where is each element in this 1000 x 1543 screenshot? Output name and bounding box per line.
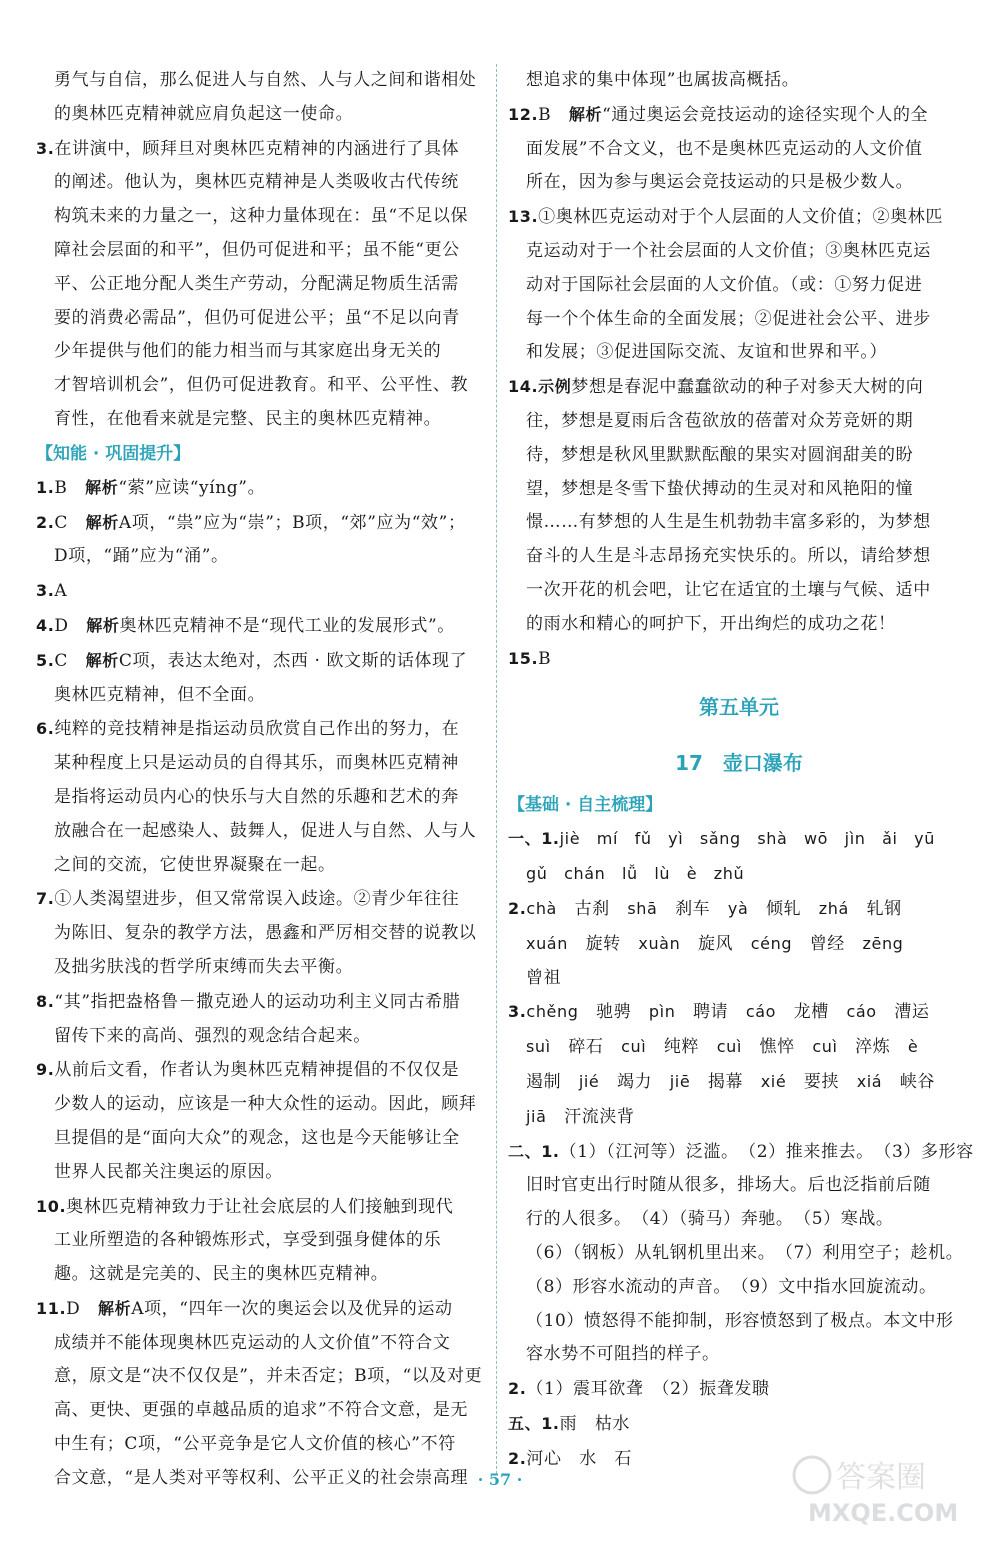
text-line <box>508 133 970 167</box>
text-span: C <box>54 650 86 671</box>
text-line <box>36 574 498 609</box>
text-line <box>36 335 498 369</box>
item-number: 13. <box>508 207 539 227</box>
text-span: 揭幕 <box>690 1071 761 1092</box>
text-line <box>36 1394 498 1428</box>
text-span: （8）形容水流动的声音。 （9）文中指水回旋流动。 <box>526 1276 937 1297</box>
text-span: A <box>54 581 68 602</box>
text-span: 每一个个体生命的全面发展；②促进社会公平、进步 <box>526 308 931 329</box>
item-number: 2. <box>508 1448 527 1468</box>
text-span: 意，原文是“决不仅仅是”，并未否定；B项，“以及对更 <box>54 1366 483 1387</box>
text-span: “其”指把盎格鲁－撒克逊人的运动功利主义同古希腊 <box>54 991 461 1012</box>
text-span: 少数人的运动，应该是一种大众性的运动。因此，顾拜 <box>54 1094 477 1115</box>
item-number: 10. <box>36 1196 67 1216</box>
text-line <box>36 200 498 234</box>
text-span: 动对于国际社会层面的人文价值。（或：①努力促进 <box>526 274 923 295</box>
text-line <box>508 1135 974 1170</box>
text-line <box>508 166 970 200</box>
right-column <box>508 64 974 1476</box>
text-span: 所在，因为参与奥运会竞技运动的只是极少数人。 <box>526 172 914 193</box>
text-span: 合文意，“是人类对平等权利、公平正义的社会崇高理 <box>54 1467 469 1488</box>
text-line <box>508 857 970 892</box>
text-span: 从前后文看，作者认为奥林匹克精神提倡的不仅仅是 <box>54 1060 460 1081</box>
text-line <box>508 1407 970 1442</box>
item-number: 12. <box>508 104 539 124</box>
item-number: 14. <box>508 377 539 397</box>
text-span: 龙槽 <box>776 1002 847 1023</box>
text-span: 奥林匹克精神不是“现代工业的发展形式”。 <box>119 615 455 636</box>
text-line <box>508 439 970 473</box>
item-number: 6. <box>36 719 55 739</box>
text-span: 才智培训机会”，但仍可促进教育。和平、公平性、教 <box>54 375 469 396</box>
item-number: 7. <box>36 889 55 909</box>
pinyin: xié <box>760 1071 787 1091</box>
text-span: 世界人民都关注奥运的原因。 <box>54 1161 283 1182</box>
text-span: 竭力 <box>599 1071 670 1092</box>
text-span: 往，梦想是夏雨后含苞欲放的蓓蕾对众芳竞妍的期 <box>526 410 914 431</box>
text-span: 在讲演中，顾拜旦对奥林匹克精神的内涵进行了具体 <box>54 138 460 159</box>
text-span: 待，梦想是秋风里默默酝酿的果实对圆润甜美的盼 <box>526 444 914 465</box>
text-span: 【基础 · 自主梳理】 <box>508 795 663 816</box>
left-column <box>36 64 498 1496</box>
text-line <box>508 642 970 677</box>
text-line <box>36 166 498 200</box>
text-span: 的奥林匹克精神就应肩负起这一使命。 <box>54 103 354 124</box>
text-line <box>508 98 970 133</box>
text-line <box>508 927 970 962</box>
text-line <box>508 370 970 405</box>
text-span: 【知能 · 巩固提升】 <box>36 443 191 464</box>
text-span: 倾轧 <box>748 898 819 919</box>
text-line <box>36 1190 498 1225</box>
pinyin: chěng <box>526 1002 579 1022</box>
text-line <box>36 644 498 679</box>
section-heading <box>508 788 970 822</box>
text-span: 奥林匹克精神，但不全面。 <box>54 684 266 705</box>
text-span: 想追求的集中体现”也属拔高概括。 <box>526 70 800 90</box>
text-span: 纯粹 <box>646 1037 717 1058</box>
text-span: ①奥林匹克运动对于个人层面的人文价值；②奥林匹 <box>538 207 943 228</box>
text-span: A项，“祟”应为“崇”；B项，“郊”应为“效”； <box>118 512 466 533</box>
text-span: A项，“四年一次的奥运会以及优异的运动 <box>131 1298 453 1319</box>
text-span: 17 壶口瀑布 <box>675 751 803 776</box>
text-span: 望，梦想是冬雪下蛰伏搏动的生灵对和风艳阳的憧 <box>526 478 914 499</box>
item-number: 3. <box>36 138 55 158</box>
keyword-label: 解析 <box>98 1298 132 1318</box>
text-line <box>508 995 970 1030</box>
text-line <box>36 64 498 98</box>
text-span: 憔悴 <box>741 1037 813 1058</box>
item-number: 1. <box>36 477 55 497</box>
text-line <box>36 506 498 541</box>
pinyin: zhá <box>818 898 849 918</box>
text-span: ①人类渴望进步，但又常常误入歧途。②青少年往往 <box>54 889 460 910</box>
text-span: 为陈旧、复杂的教学方法，愚鑫和严厉相交替的说教以 <box>54 923 477 944</box>
text-line <box>36 1053 498 1088</box>
pinyin: gǔ chán lǚ lù è zhǔ <box>526 864 745 884</box>
text-line <box>36 1156 498 1190</box>
text-line <box>508 200 970 235</box>
text-line <box>508 1305 970 1339</box>
svg-text:MXQE.COM: MXQE.COM <box>808 1499 959 1527</box>
text-line <box>36 882 498 917</box>
text-span: 河心 水 石 <box>526 1448 633 1469</box>
text-span: D项，“踊”应为“涌”。 <box>54 546 229 567</box>
text-span: 放融合在一起感染人、鼓舞人，促进人与自然、人与人 <box>54 820 477 841</box>
text-span: （1）（江河等）泛滥。 （2）推来推去。 （3）多形容 <box>559 1141 974 1162</box>
item-number: 2. <box>508 898 527 918</box>
text-line <box>508 1030 970 1065</box>
text-line <box>508 1237 970 1271</box>
text-span: 第五单元 <box>699 695 779 720</box>
item-number: 3. <box>508 1002 527 1022</box>
svg-text:答案圈: 答案圈 <box>836 1460 926 1495</box>
item-number: 9. <box>36 1060 55 1080</box>
pinyin: jiè mí fǔ yì sǎng shà wō jìn ǎi yū <box>559 829 935 849</box>
text-line <box>36 712 498 747</box>
item-number: 五、1. <box>508 1413 560 1433</box>
text-span: B <box>54 477 86 498</box>
text-line <box>508 822 970 857</box>
pinyin: suì <box>526 1037 551 1057</box>
keyword-label: 解析 <box>85 477 119 497</box>
text-line <box>36 747 498 781</box>
text-line <box>508 1100 970 1135</box>
item-number: 5. <box>36 650 55 670</box>
text-line <box>508 1338 970 1372</box>
text-span: 容水势不可阻挡的样子。 <box>526 1344 720 1365</box>
text-span: 旋风 <box>680 933 751 954</box>
item-number: 3. <box>36 581 55 601</box>
text-span: 克运动对于一个社会层面的人文价值；③奥林匹克运 <box>526 240 931 261</box>
page-number: · 57 · <box>477 1470 523 1489</box>
text-span: （10）愤怒得不能抑制，形容愤怒到了极点。本文中形 <box>526 1310 954 1331</box>
item-number: 二、1. <box>508 1141 560 1161</box>
text-line <box>508 336 970 370</box>
text-span: 要挟 <box>786 1071 857 1092</box>
text-span: D <box>66 1298 98 1319</box>
pinyin: yà <box>727 898 749 918</box>
text-span: 障社会层面的和平”，但仍可促进和平；虽不能“更公 <box>54 239 460 260</box>
text-span: 汗流浃背 <box>546 1106 635 1127</box>
text-line <box>508 1372 970 1407</box>
text-line <box>36 302 498 336</box>
text-line <box>508 506 970 540</box>
text-span: 的阐述。他认为，奥林匹克精神是人类吸收古代传统 <box>54 172 459 193</box>
text-line <box>508 540 970 574</box>
text-span: 奋斗的人生是斗志昂扬充实快乐的。所以，请给梦想 <box>526 546 931 567</box>
pinyin: cuì <box>812 1037 838 1057</box>
item-number: 一、1. <box>508 829 560 849</box>
text-span: 憬……有梦想的人生是生机勃勃丰富多彩的，为梦想 <box>526 512 931 533</box>
keyword-label: 解析 <box>86 615 120 635</box>
text-line <box>508 64 970 98</box>
keyword-label: 解析 <box>85 650 119 670</box>
text-line <box>36 1088 498 1122</box>
text-span: 要的消费必需品”，但仍可促进公平；虽“不足以向青 <box>54 307 460 328</box>
text-span: （1）震耳欲聋 （2）振聋发聩 <box>526 1379 770 1400</box>
text-span: 遏制 <box>526 1071 579 1092</box>
text-span: 奥林匹克精神致力于让社会底层的人们接触到现代 <box>66 1196 454 1217</box>
text-span: 旦提倡的是“面向大众”的观念，这也是今天能够让全 <box>54 1127 460 1148</box>
text-span: 趣。这就是完美的、民主的奥林匹克精神。 <box>54 1264 389 1285</box>
pinyin: chà <box>526 898 557 918</box>
text-line <box>36 98 498 132</box>
text-span: 勇气与自信，那么促进人与自然、人与人之间和谐相处 <box>54 70 477 90</box>
text-span: 聘请 <box>675 1002 746 1023</box>
item-number: 8. <box>36 991 55 1011</box>
pinyin: pìn <box>648 1002 676 1022</box>
section-heading <box>36 437 498 471</box>
text-line <box>36 1428 498 1462</box>
text-line <box>508 235 970 269</box>
text-span: 平、公正地分配人类生产劳动，分配满足物质生活需 <box>54 273 459 294</box>
text-line <box>36 781 498 815</box>
text-line <box>508 608 970 642</box>
text-span: 及拙劣肤浅的哲学所束缚而失去平衡。 <box>54 956 354 977</box>
pinyin: cuì <box>621 1037 647 1057</box>
text-line <box>36 951 498 985</box>
text-line <box>36 268 498 302</box>
text-span: 留传下来的高尚、强烈的观念结合起来。 <box>54 1025 371 1046</box>
pinyin: cáo <box>846 1002 877 1022</box>
item-number: 11. <box>36 1298 67 1318</box>
pinyin: zēng <box>862 933 904 953</box>
pinyin: cuì <box>716 1037 742 1057</box>
text-line <box>36 234 498 268</box>
text-line <box>36 917 498 951</box>
item-number: 15. <box>508 648 539 668</box>
text-span: 轧钢 <box>848 898 902 919</box>
text-line <box>36 1224 498 1258</box>
text-span: C项，表达太绝对，杰西 · 欧文斯的话体现了 <box>118 650 468 671</box>
pinyin: shā <box>627 898 658 918</box>
text-line <box>36 815 498 849</box>
text-line <box>36 1360 498 1394</box>
text-line <box>508 303 970 337</box>
text-span: 某种程度上只是运动员的自得其乐，而奥林匹克精神 <box>54 753 459 774</box>
text-span: 行的人很多。 （4）（骑马）奔驰。 （5）寒战。 <box>526 1209 894 1230</box>
text-line <box>36 132 498 167</box>
unit-title <box>508 676 970 738</box>
text-span: 碎石 <box>550 1037 622 1058</box>
text-span: 少年提供与他们的能力相当而与其家庭出身无关的 <box>54 341 442 362</box>
text-span: 成绩并不能体现奥林匹克运动的人文价值”不符合文 <box>54 1332 451 1353</box>
keyword-label: 解析 <box>85 512 119 532</box>
item-number: 4. <box>36 615 55 635</box>
text-span: D <box>54 615 87 636</box>
text-span: B <box>538 104 569 125</box>
text-line <box>508 405 970 439</box>
text-span: 面发展”不合文义，也不是奥林匹克运动的人文价值 <box>526 138 923 159</box>
text-line <box>508 1065 970 1100</box>
pinyin: è <box>907 1037 919 1057</box>
text-line <box>508 269 970 303</box>
text-line <box>508 1271 970 1305</box>
text-span: C <box>54 512 86 533</box>
pinyin: jiā <box>526 1106 547 1126</box>
text-span: 和发展；③促进国际交流、友谊和世界和平。） <box>526 342 888 363</box>
text-line <box>36 849 498 883</box>
text-span: 曾祖 <box>526 967 562 988</box>
text-span: 纯粹的竞技精神是指运动员欣赏自己作出的努力，在 <box>54 719 460 740</box>
text-line <box>508 574 970 608</box>
item-number: 2. <box>36 512 55 532</box>
text-line <box>36 1327 498 1361</box>
pinyin: xuán <box>526 933 568 953</box>
text-span: 构筑未来的力量之一，这种力量体现在：虽“不足以保 <box>54 206 469 227</box>
text-span: 高、更快、更强的卓越品质的追求”不符合文意，是无 <box>54 1400 469 1421</box>
text-line <box>36 1258 498 1292</box>
text-line <box>36 1122 498 1156</box>
text-span: 梦想是春泥中蠢蠢欲动的种子对参天大树的向 <box>571 377 924 398</box>
text-span: 古刹 <box>556 898 628 919</box>
text-span: 一次开花的机会吧，让它在适宜的土壤与气候、适中 <box>526 579 931 600</box>
text-line <box>508 962 970 996</box>
pinyin: jiē <box>669 1071 691 1091</box>
pinyin: xuàn <box>638 933 681 953</box>
text-line <box>36 985 498 1020</box>
keyword-label: 解析 <box>568 104 603 124</box>
text-line <box>36 1292 498 1327</box>
text-line <box>508 892 970 927</box>
text-span: 峡谷 <box>882 1071 936 1092</box>
text-span: （6）（钢板）从轧钢机里出来。 （7）利用空子；趁机。 <box>526 1242 964 1263</box>
text-span: 曾经 <box>792 933 863 954</box>
text-span: 中生有；C项，“公平竞争是它人文价值的核心”不符 <box>54 1434 456 1455</box>
text-line <box>508 1203 970 1237</box>
text-line <box>36 471 498 506</box>
pinyin: jié <box>578 1071 600 1091</box>
lesson-title <box>508 738 970 788</box>
text-span: 育性，在他看来就是完整、民主的奥林匹克精神。 <box>54 408 442 429</box>
text-line <box>508 473 970 507</box>
text-line <box>36 679 498 713</box>
text-line <box>36 403 498 437</box>
text-span: 之间的交流，它使世界凝聚在一起。 <box>54 854 336 875</box>
text-span: 旧时官吏出行时随从很多，排场大。后也泛指前后随 <box>526 1175 931 1196</box>
text-span: 驰骋 <box>578 1002 649 1023</box>
pinyin: céng <box>750 933 793 953</box>
text-span: 工业所塑造的各种锻炼形式，享受到强身健体的乐 <box>54 1230 442 1251</box>
text-span: 雨 枯水 <box>559 1413 631 1434</box>
text-span: 是指将运动员内心的快乐与大自然的乐趣和艺术的奔 <box>54 786 459 807</box>
pinyin: xiá <box>856 1071 883 1091</box>
text-span: 旋转 <box>567 933 639 954</box>
pinyin: cáo <box>745 1002 777 1022</box>
text-span: “萦”应读“yíng”。 <box>118 477 266 498</box>
keyword-label: 示例 <box>538 377 572 397</box>
text-span: 淬炼 <box>837 1037 908 1058</box>
text-line <box>36 369 498 403</box>
text-span: 漕运 <box>876 1002 930 1023</box>
text-line <box>36 1020 498 1054</box>
text-span: B <box>538 648 552 669</box>
text-span: 的雨水和精心的呵护下，开出绚烂的成功之花！ <box>526 613 896 634</box>
text-line <box>36 609 498 644</box>
watermark-logo <box>790 1447 986 1531</box>
text-line <box>36 540 498 574</box>
text-line <box>508 1169 970 1203</box>
text-span: 刹车 <box>657 898 728 919</box>
item-number: 2. <box>508 1379 527 1399</box>
text-span: “通过奥运会竞技运动的途径实现个人的全 <box>602 104 929 125</box>
